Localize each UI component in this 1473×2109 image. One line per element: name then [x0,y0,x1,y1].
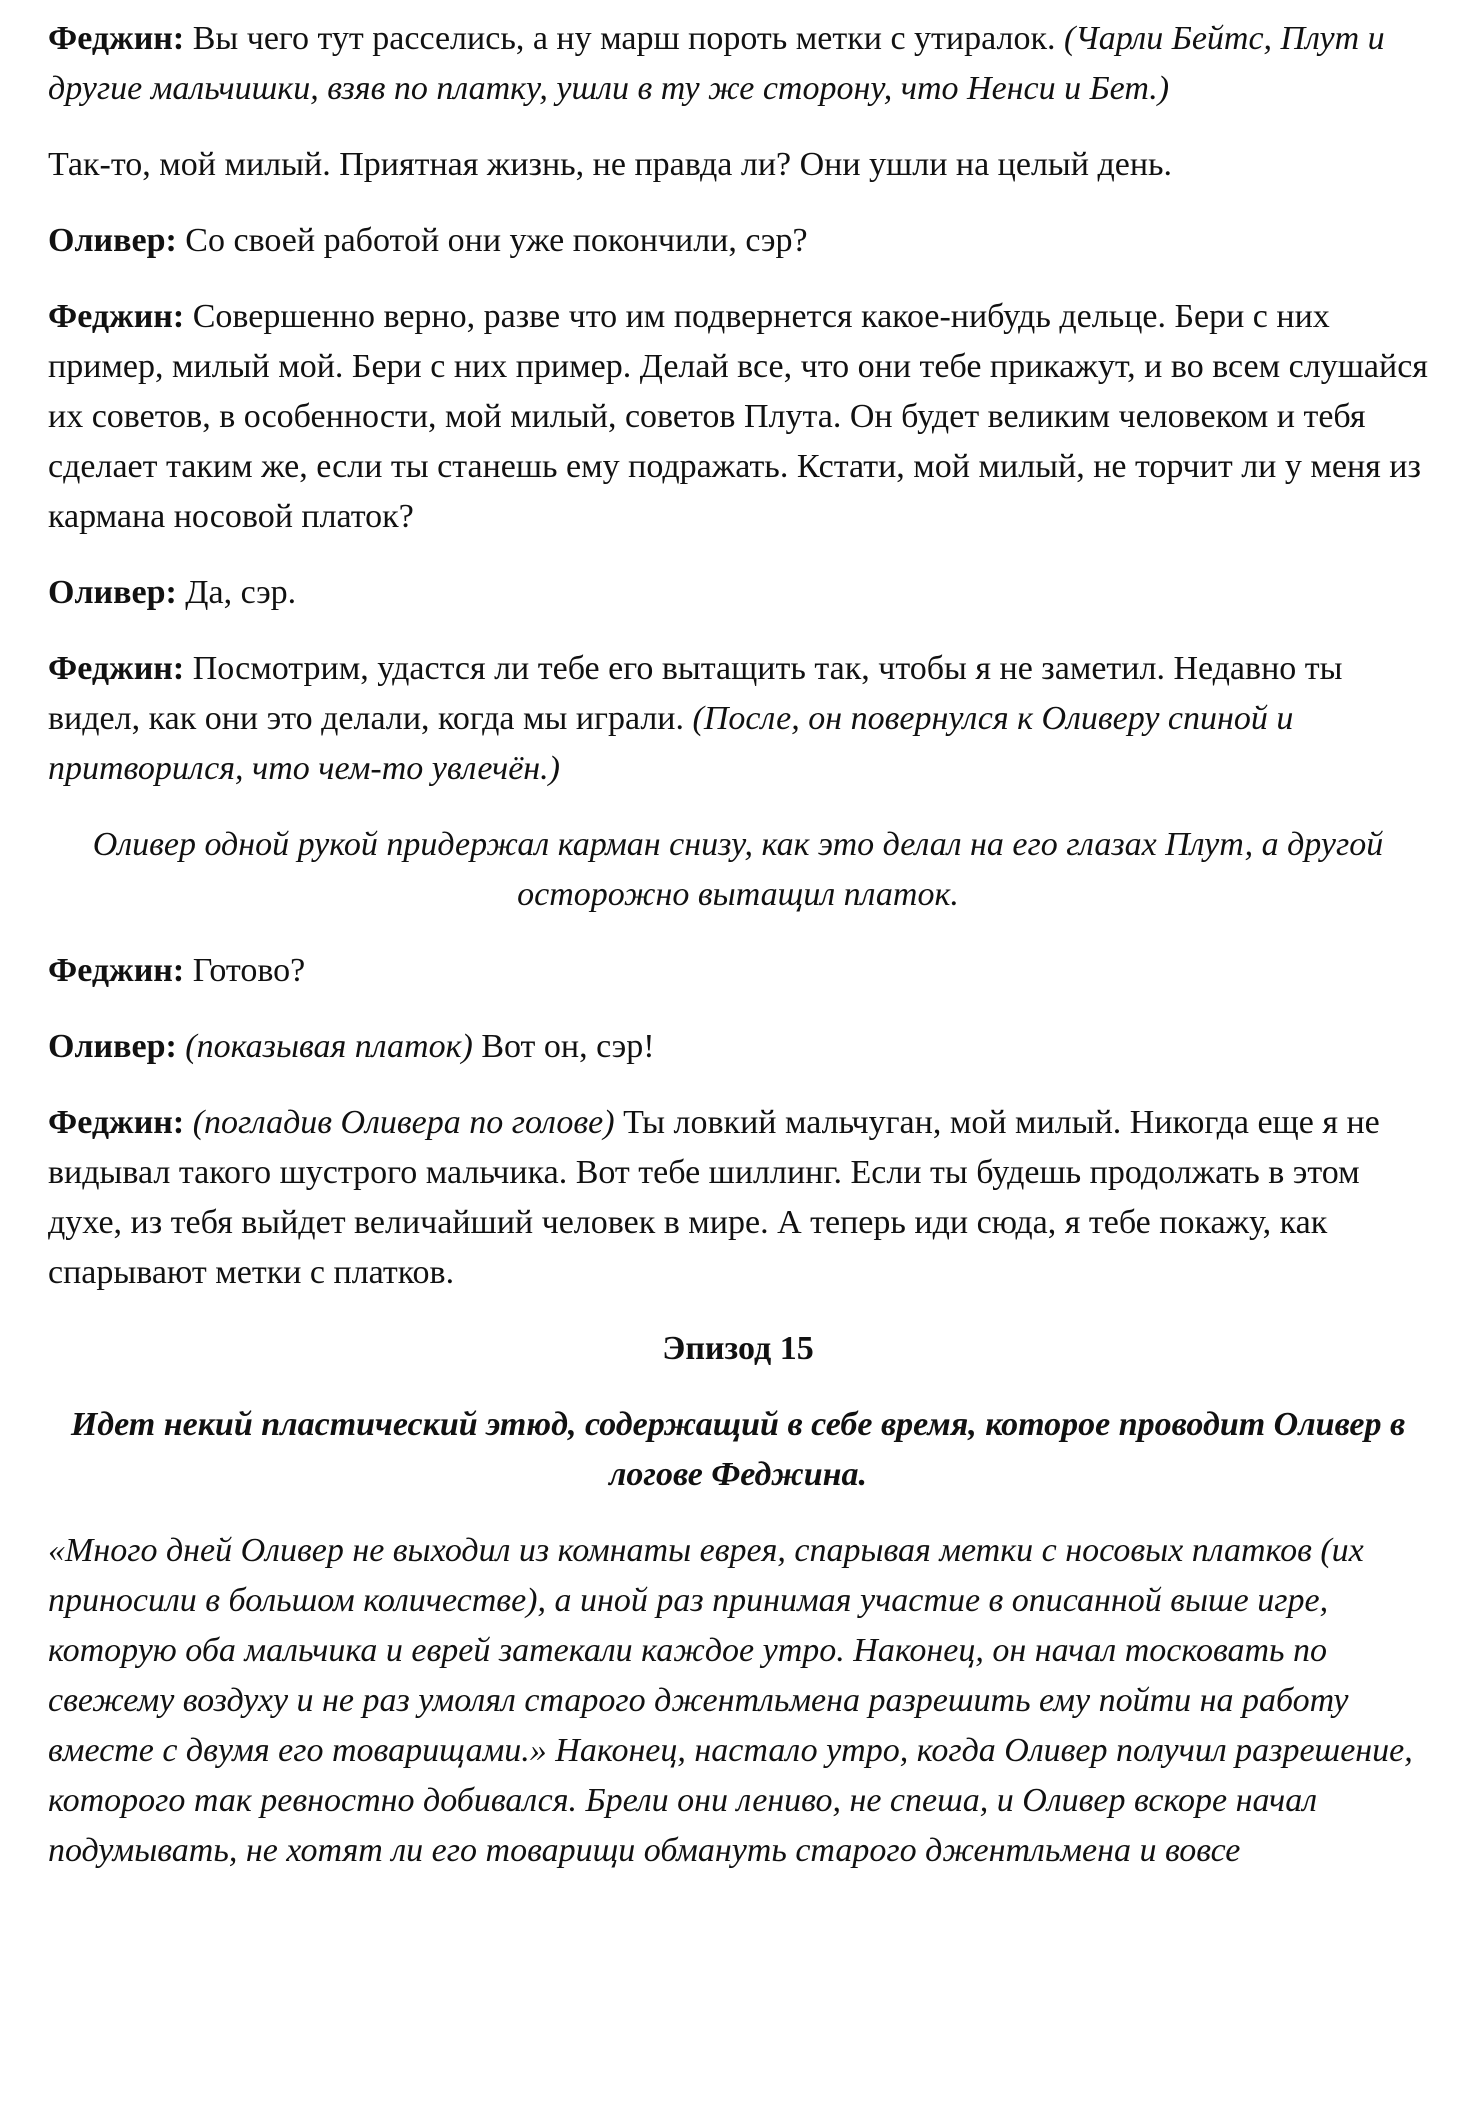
dialogue-text: Посмотрим, удастся ли тебе его вытащить так, чтобы я не заметил. Недавно ты видел, как они это делали, когда мы играли. [48,650,1343,737]
speaker-name: Оливер: [48,574,177,611]
dialogue-line [48,140,1428,190]
dialogue-text: Так-то, мой милый. Приятная жизнь, не правда ли? Они ушли на целый день. [48,146,1173,183]
dialogue-text: Ты ловкий мальчуган, мой милый. Никогда еще я не видывал такого шустрого мальчика. Вот тебе шиллинг. Если ты будешь продолжать в этом духе, из тебя выйдет величайший человек в мире. А теперь иди сюда, я тебе покажу, как спарывают метки с платков. [48,1104,1380,1291]
stage-direction: (Чарли Бейтс, Плут и другие мальчишки, взяв по платку, ушли в ту же сторону, что Ненси и Бет.) [48,20,1385,107]
dialogue-text: Готово? [192,952,306,989]
speaker-name: Оливер: [48,222,177,259]
speaker-name: Феджин: [48,298,185,335]
inline-stage-direction: (погладив Оливера по голове) [192,1104,615,1141]
dialogue-text: Да, сэр. [185,574,297,611]
dialogue-line [48,946,1428,996]
dialogue-line [48,644,1428,794]
dialogue-line [48,1098,1428,1298]
narrative-quote: «Много дней Оливер не выходил из комнаты еврея, спарывая метки с носовых платков (их приносили в большом количестве), а иной раз принимая участие в описанной выше игре, которую оба мальчика и еврей затекали каждое утро. Наконец, он начал тосковать по свежему воздуху и не раз умолял старого джентльмена разрешить ему пойти на работу вместе с двумя его товарищами.» Наконец, настало утро, когда Оливер получил разрешение, которого так ревностно добивался. Брели они лениво, не спеша, и Оливер вскоре начал подумывать, не хотят ли его товарищи обмануть старого джентльмена и вовсе [48,1532,1413,1869]
dialogue-line [48,216,1428,266]
dialogue-line [48,14,1428,114]
dialogue-text: Вы чего тут расселись, а ну марш пороть метки с утиралок. [192,20,1056,57]
episode-title: Эпизод 15 [662,1330,814,1367]
speaker-name: Феджин: [48,1104,185,1141]
speaker-name: Феджин: [48,952,185,989]
dialogue-text: Со своей работой они уже покончили, сэр? [185,222,808,259]
dialogue-line [48,292,1428,542]
script-page [48,14,1428,1876]
speaker-name: Феджин: [48,650,185,687]
speaker-name: Оливер: [48,1028,177,1065]
centered-stage-direction: Оливер одной рукой придержал карман снизу, как это делал на его глазах Плут, а другой осторожно вытащил платок. [92,826,1384,913]
dialogue-text: Совершенно верно, разве что им подвернется какое-нибудь дельце. Бери с них пример, милый мой. Бери с них пример. Делай все, что они тебе прикажут, и во всем слушайся их советов, в особенности, мой милый, советов Плута. Он будет великим человеком и тебя сделает таким же, если ты станешь ему подражать. Кстати, мой милый, не торчит ли у меня из кармана носовой платок? [48,298,1428,535]
speaker-name: Феджин: [48,20,185,57]
dialogue-line [48,1022,1428,1072]
inline-stage-direction: (показывая платок) [185,1028,473,1065]
stage-direction: (После, он повернулся к Оливеру спиной и притворился, что чем-то увлечён.) [48,700,1294,787]
dialogue-text: Вот он, сэр! [481,1028,655,1065]
dialogue-line [48,568,1428,618]
episode-description: Идет некий пластический этюд, содержащий в себе время, которое проводит Оливер в логове Феджина. [70,1406,1406,1493]
